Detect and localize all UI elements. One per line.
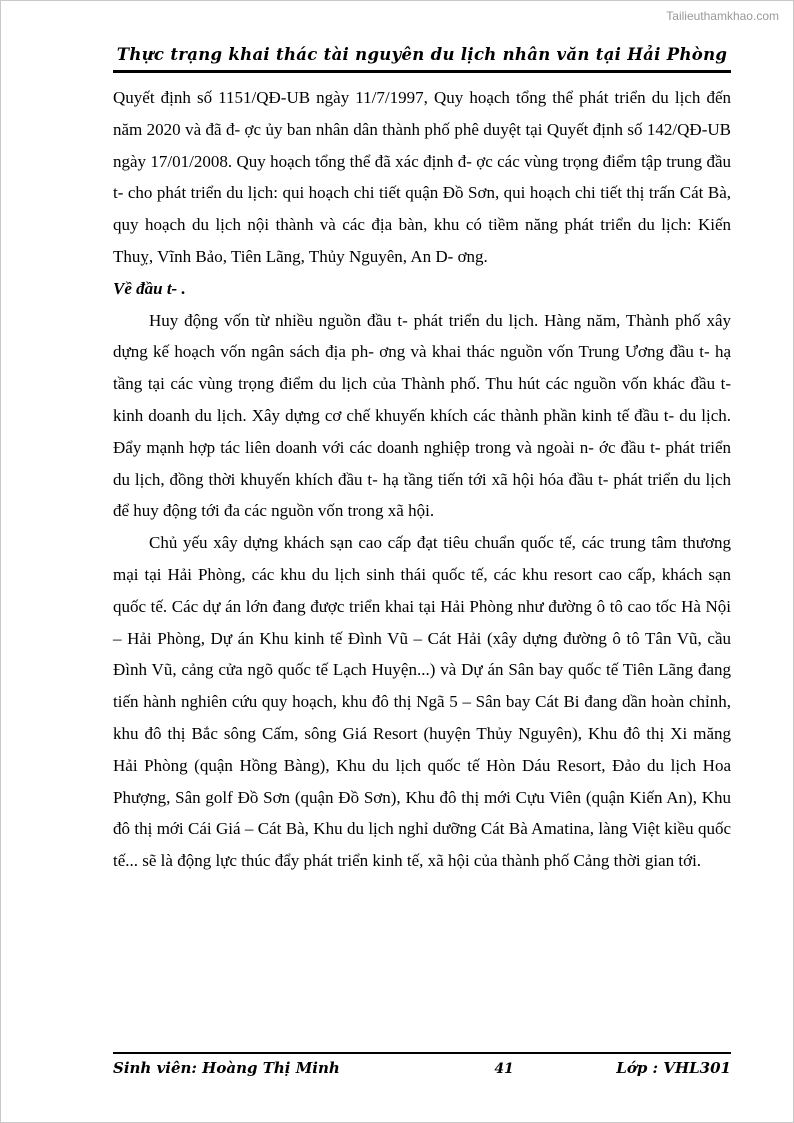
paragraph: Huy động vốn từ nhiều nguồn đầu t- phát triển du lịch. Hàng năm, Thành phố xây dựng kế hoạch vốn ngân sách địa ph- ơng và khai thác nguồn vốn Trung Ương đầu t- hạ tầng tại các vùng trọng điểm du lịch của Thành phố. Thu hút các nguồn vốn khác đầu t- kinh doanh du lịch. Xây dựng cơ chế khuyến khích các thành phần kinh tế đầu t- du lịch. Đẩy mạnh hợp tác liên doanh với các doanh nghiệp trong và ngoài n- ớc đầu t- phát triển du lịch, đồng thời khuyến khích đầu t- hạ tầng tiến tới xã hội hóa đầu t- phát triển du lịch để huy động tới đa các nguồn vốn trong xã hội. (113, 310, 731, 521)
watermark-text: Tailieuthamkhao.com (666, 9, 779, 23)
footer-student-name: Sinh viên: Hoàng Thị Minh (113, 1059, 340, 1077)
footer-class-name: Lớp : VHL301 (616, 1059, 731, 1077)
page-number: 41 (494, 1061, 514, 1077)
body-content (113, 82, 731, 877)
page-footer (113, 1059, 731, 1077)
section-heading: Về đầu t- . (113, 278, 186, 298)
page-header-title: Thực trạng khai thác tài nguyên du lịch nhân văn tại Hải Phòng (116, 45, 728, 64)
header-divider (113, 70, 731, 73)
paragraph: Quyết định số 1151/QĐ-UB ngày 11/7/1997, Quy hoạch tổng thể phát triển du lịch đến năm 2020 và đã đ- ợc ủy ban nhân dân thành phố phê duyệt tại Quyết định số 142/QĐ-UB ngày 17/01/2008. Quy hoạch tổng thể đã xác định đ- ợc các vùng trọng điểm tập trung đầu t- cho phát triển du lịch: qui hoạch chi tiết quận Đồ Sơn, qui hoạch chi tiết thị trấn Cát Bà, quy hoạch du lịch nội thành và các địa bàn, khu có tiềm năng phát triển du lịch: Kiến Thuỵ, Vĩnh Bảo, Tiên Lãng, Thủy Nguyên, An D- ơng. (113, 88, 731, 266)
footer-divider (113, 1052, 731, 1054)
paragraph: Chủ yếu xây dựng khách sạn cao cấp đạt tiêu chuẩn quốc tế, các trung tâm thương mại tại Hải Phòng, các khu du lịch sinh thái quốc tế, các khu resort cao cấp, khách sạn quốc tế. Các dự án lớn đang được triển khai tại Hải Phòng như đường ô tô cao tốc Hà Nội – Hải Phòng, Dự án Khu kinh tế Đình Vũ – Cát Hải (xây dựng đường ô tô Tân Vũ, cầu Đình Vũ, cảng cửa ngõ quốc tế Lạch Huyện...) và Dự án Sân bay quốc tế Tiên Lãng đang tiến hành nghiên cứu quy hoạch, khu đô thị Ngã 5 – Sân bay Cát Bi đang dần hoàn chỉnh, khu đô thị Bắc sông Cấm, sông Giá Resort (huyện Thủy Nguyên), Khu đô thị Xi măng Hải Phòng (quận Hồng Bàng), Khu du lịch quốc tế Hòn Dáu Resort, Đảo du lịch Hoa Phượng, Sân golf Đồ Sơn (quận Đồ Sơn), Khu đô thị mới Cựu Viên (quận Kiến An), Khu đô thị mới Cái Giá – Cát Bà, Khu du lịch nghỉ dưỡng Cát Bà Amatina, làng Việt kiều quốc tế... sẽ là động lực thúc đẩy phát triển kinh tế, xã hội của thành phố Cảng thời gian tới. (113, 533, 731, 871)
